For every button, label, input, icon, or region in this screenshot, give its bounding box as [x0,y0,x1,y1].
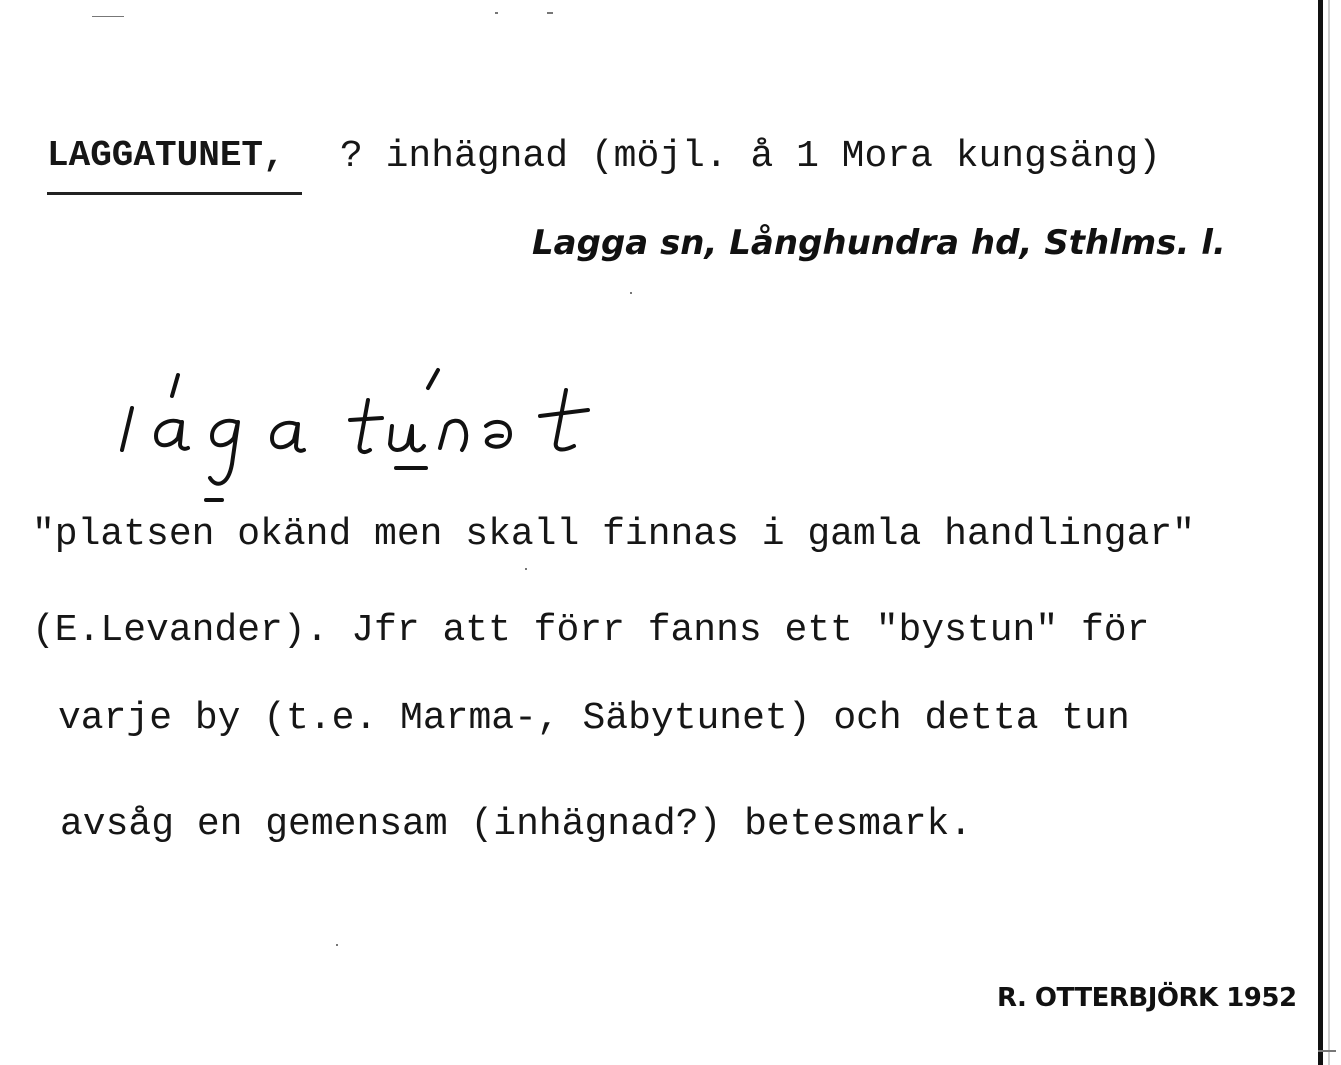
dust-speck [547,12,553,14]
body-line-3: varje by (t.e. Marma-, Säbytunet) och detta tun [58,697,1130,740]
card-edge-line [1328,0,1330,1065]
pen-stroke [428,370,438,388]
pen-stroke [156,421,188,449]
dust-speck [92,16,124,17]
headword-underline [47,192,302,195]
signature-stamp: R. OTTERBJÖRK 1952 [997,983,1297,1013]
headline-description: ? inhägnad (möjl. å 1 Mora kungsäng) [340,135,1161,178]
pen-stroke [122,408,132,450]
pen-stroke [172,375,178,396]
dust-speck [495,12,498,14]
pen-stroke [556,390,574,449]
body-line-2: (E.Levander). Jfr att förr fanns ett "bystun" för [32,609,1150,652]
pen-stroke [360,400,370,452]
pen-stroke [210,421,238,484]
pen-stroke [486,422,510,447]
dust-speck [630,292,632,294]
pen-stroke [440,421,466,450]
card-edge-shadow [1318,0,1323,1065]
dust-speck [1318,1050,1336,1052]
pen-stroke [390,426,424,451]
dust-speck [336,944,338,946]
handwritten-pronunciation [100,360,640,510]
location-line: Lagga sn, Långhundra hd, Sthlms. l. [532,223,1226,263]
body-line-1: "platsen okänd men skall finnas i gamla handlingar" [32,513,1195,556]
dust-speck [525,568,527,570]
pen-stroke [350,418,382,420]
headword: LAGGATUNET, [47,135,285,176]
body-line-4: avsåg en gemensam (inhägnad?) betesmark. [60,803,973,846]
pen-stroke [272,423,304,451]
